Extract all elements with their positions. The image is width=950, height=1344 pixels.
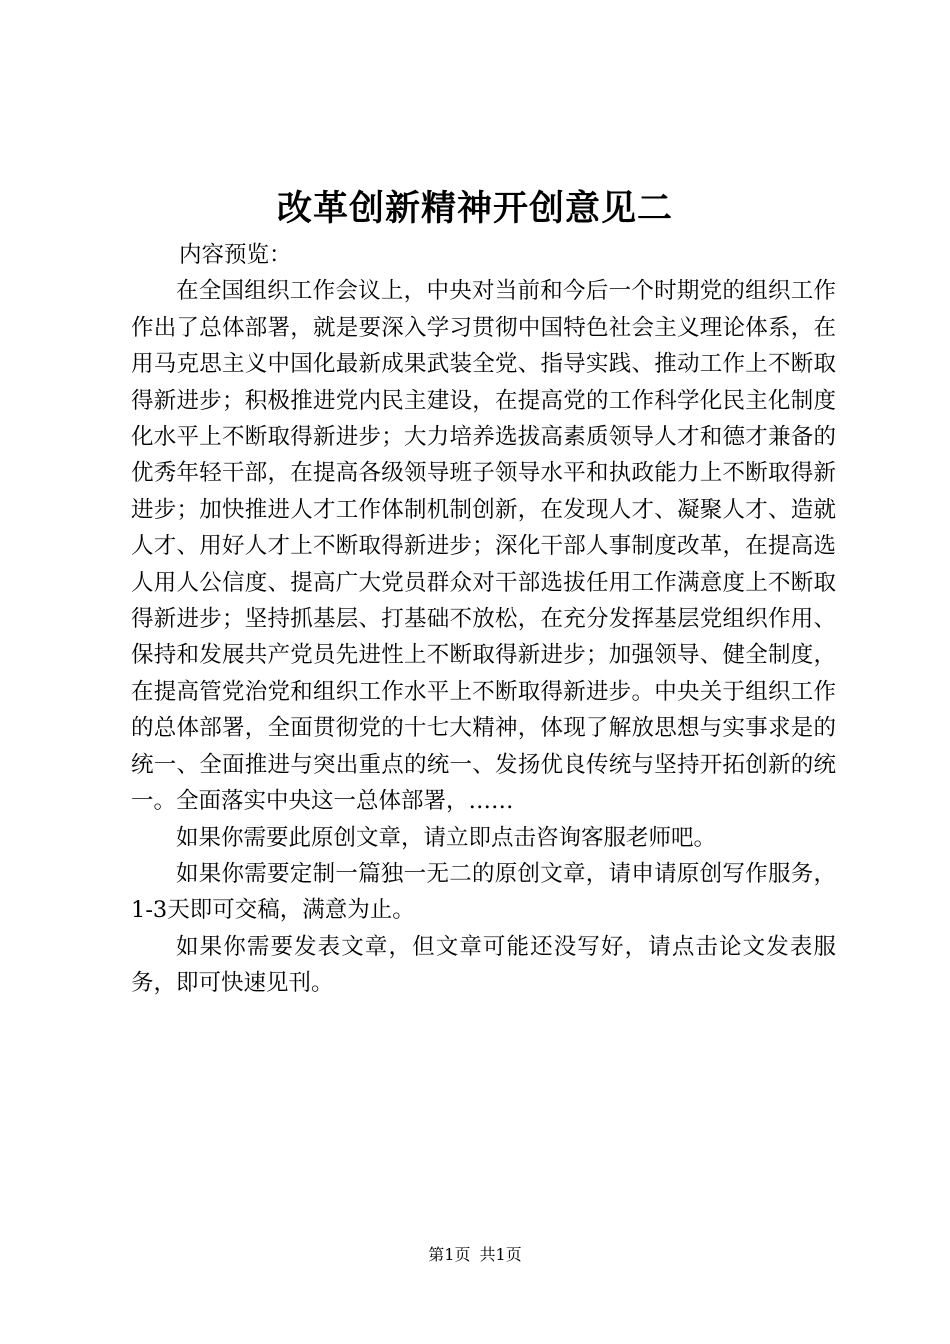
preview-label: 内容预览： (179, 242, 292, 268)
page-footer (0, 1244, 950, 1266)
page-title: 改革创新精神开创意见二 (276, 188, 673, 229)
notice-custom-writing-link[interactable]: 如果你需要定制一篇独一无二的原创文章，请申请原创写作服务，1-3天即可交稿，满意为止。 (131, 860, 836, 924)
notice-consult-link[interactable]: 如果你需要此原创文章，请立即点击咨询客服老师吧。 (176, 824, 717, 851)
document-content (131, 237, 836, 1002)
body-paragraph: 在全国组织工作会议上，中央对当前和今后一个时期党的组织工作作出了总体部署，就是要深入学习贯彻中国特色社会主义理论体系，在用马克思主义中国化最新成果武装全党、指导实践、推动工作上不断取得新进步；积极推进党内民主建设，在提高党的工作科学化民主化制度化水平上不断取得新进步；大力培养选拔高素质领导人才和德才兼备的优秀年轻干部，在提高各级领导班子领导水平和执政能力上不断取得新进步；加快推进人才工作体制机制创新，在发现人才、凝聚人才、造就人才、用好人才上不断取得新进步；深化干部人事制度改革，在提高选人用人公信度、提高广大党员群众对干部选拔任用工作满意度上不断取得新进步；坚持抓基层、打基础不放松，在充分发挥基层党组织作用、保持和发展共产党员先进性上不断取得新进步；加强领导、健全制度，在提高管党治党和组织工作水平上不断取得新进步。中央关于组织工作的总体部署，全面贯彻党的十七大精神，体现了解放思想与实事求是的统一、全面推进与突出重点的统一、发扬优良传统与坚持开拓创新的统一。全面落实中央这一总体部署，…… (131, 278, 836, 815)
page-number: 第1页 (428, 1245, 471, 1264)
notice-publishing-link[interactable]: 如果你需要发表文章，但文章可能还没写好，请点击论文发表服务，即可快速见刊。 (131, 933, 836, 997)
page-count: 共1页 (479, 1245, 522, 1264)
